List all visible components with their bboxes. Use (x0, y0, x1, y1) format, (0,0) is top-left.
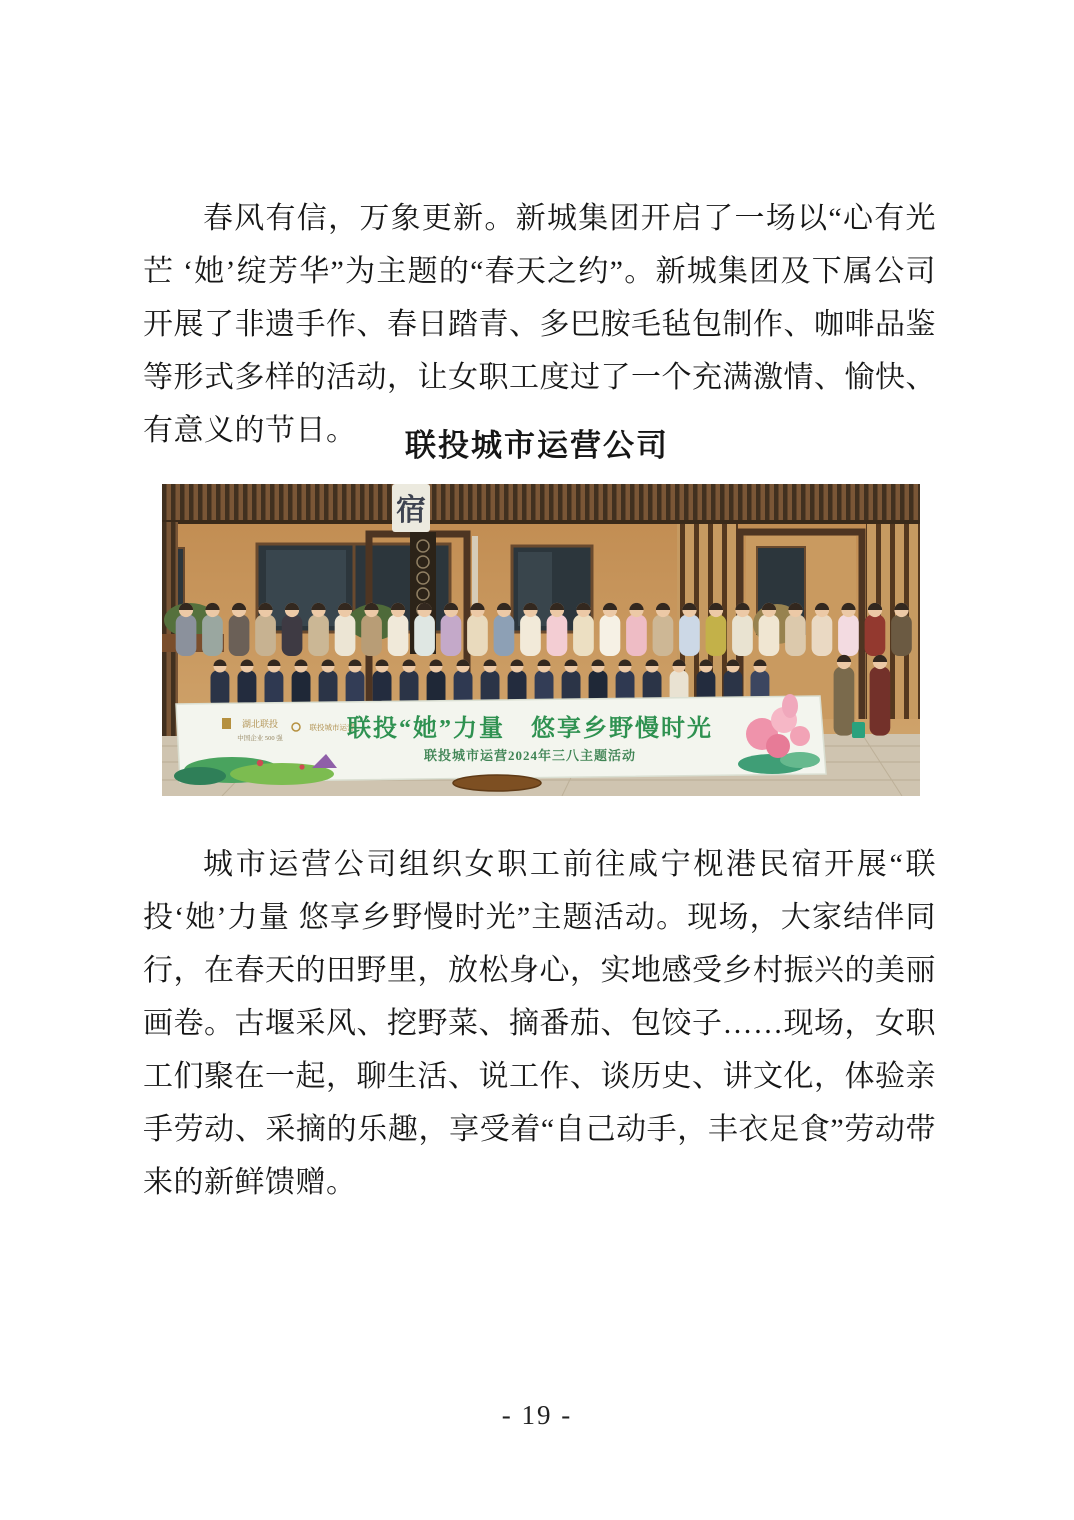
banner-main-text: 联投“她”力量 悠享乡野慢时光 (347, 716, 713, 742)
page-number: - 19 - (501, 1400, 573, 1430)
group-photo-illustration (162, 484, 920, 796)
section-heading: 联投城市运营公司 (405, 428, 669, 463)
gift-bag (852, 722, 865, 738)
manhole-cover (453, 775, 541, 791)
paragraph-intro: 春风有信，万象更新。新城集团开启了一场以“心有光芒 ‘她’绽芳华”为主题的“春天之约”。新城集团及下属公司开展了非遗手作、春日踏青、多巴胺毛毡包制作、咖啡品鉴等形式多样的活动，让女职工度过了一个充满激情、愉快、有意义的节日。 (143, 202, 936, 447)
banner-logo-hubei-sub: 中国企业 500 强 (237, 735, 283, 742)
banner-sub-text: 联投城市运营2024年三八主题活动 (423, 748, 637, 763)
event-banner (174, 694, 826, 785)
banner-logo-hubei: 湖北联投 (241, 719, 279, 729)
group-photo (162, 484, 920, 796)
building-sign-character: 宿 (396, 494, 426, 527)
paragraph-activity: 城市运营公司组织女职工前往咸宁枧港民宿开展“联投‘她’力量 悠享乡野慢时光”主题活动。现场，大家结伴同行，在春天的田野里，放松身心，实地感受乡村振兴的美丽画卷。古堰采风、挖野菜、摘番茄、包饺子……现场，女职工们聚在一起，聊生活、说工作、谈历史、讲文化，体验亲手劳动、采摘的乐趣，享受着“自己动手，丰衣足食”劳动带来的新鲜馈赠。 (143, 848, 936, 1199)
banner-logo-city: 联投城市运营 (309, 723, 355, 732)
